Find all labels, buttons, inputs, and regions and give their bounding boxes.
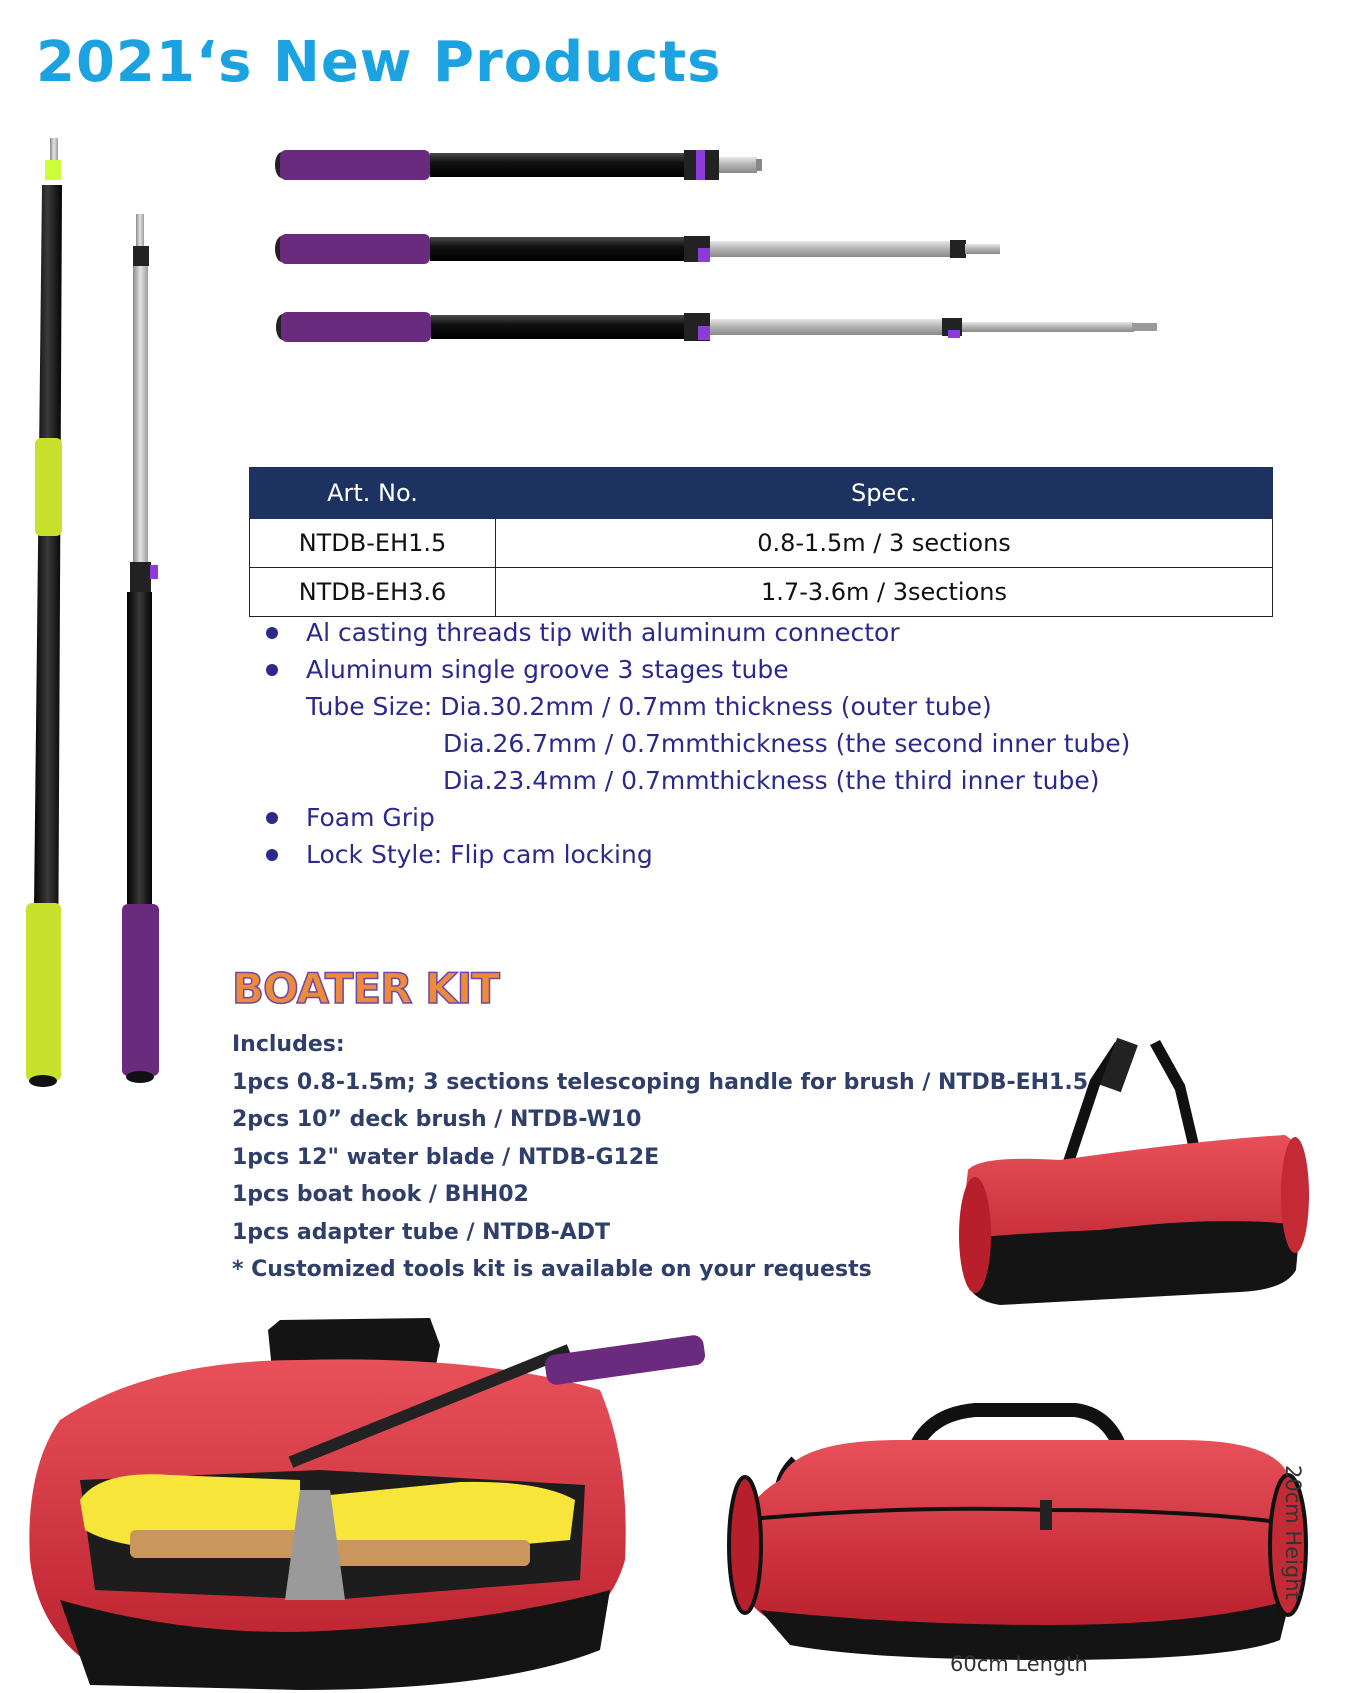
spec-cell: 0.8-1.5m / 3 sections: [496, 519, 1273, 568]
table-row: [250, 519, 1273, 568]
feature-item: Tube Size: Dia.30.2mm / 0.7mm thickness (outer tube): [306, 692, 992, 721]
list-item: * Customized tools kit is available on your requests: [232, 1257, 872, 1282]
header-art-no: Art. No.: [250, 468, 496, 519]
feature-item: Foam Grip: [262, 799, 1130, 836]
feature-item-indented: [262, 762, 1130, 799]
pole-lime-illustration: [26, 138, 62, 1087]
spec-table-header-row: [250, 468, 1273, 519]
feature-item: Al casting threads tip with aluminum connector: [262, 614, 1130, 651]
feature-list: [262, 614, 1130, 873]
list-item: 1pcs adapter tube / NTDB-ADT: [232, 1219, 611, 1245]
handle-long-illustration: [276, 312, 1157, 342]
handle-short-illustration: [275, 150, 762, 180]
bag-dimension-illustration: [729, 1410, 1306, 1660]
bag-open-illustration: [29, 1318, 706, 1690]
pole-purple-illustration: [122, 214, 159, 1083]
spec-table: [249, 467, 1273, 617]
list-item: Includes:: [232, 1032, 345, 1057]
list-item: 1pcs 0.8-1.5m; 3 sections telescoping handle for brush / NTDB-EH1.5: [232, 1069, 1089, 1095]
spec-cell: 1.7-3.6m / 3sections: [496, 568, 1273, 617]
bag-length-label: 60cm Length: [950, 1652, 1088, 1676]
art-no-cell: NTDB-EH1.5: [250, 519, 496, 568]
header-spec: Spec.: [496, 468, 1273, 519]
tube-size-line: Dia.23.4mm / 0.7mmthickness (the third inner tube): [443, 766, 1100, 795]
feature-item: Lock Style: Flip cam locking: [262, 836, 1130, 873]
page-title: 2021‘s New Products: [36, 30, 722, 95]
bag-height-label: 20cm Height: [1281, 1465, 1305, 1600]
list-item: 1pcs 12" water blade / NTDB-G12E: [232, 1144, 660, 1170]
art-no-cell: NTDB-EH3.6: [250, 568, 496, 617]
boater-kit-title: BOATER KIT: [232, 964, 499, 1013]
list-item: 2pcs 10” deck brush / NTDB-W10: [232, 1107, 642, 1132]
tube-size-line: Dia.26.7mm / 0.7mmthickness (the second inner tube): [443, 729, 1131, 758]
table-row: [250, 568, 1273, 617]
list-item: 1pcs boat hook / BHH02: [232, 1182, 529, 1207]
feature-item-indented: [262, 725, 1130, 762]
boater-kit-list: [232, 1026, 1088, 1289]
feature-item: Aluminum single groove 3 stages tube: [262, 651, 1130, 688]
handle-medium-illustration: [275, 234, 1000, 264]
